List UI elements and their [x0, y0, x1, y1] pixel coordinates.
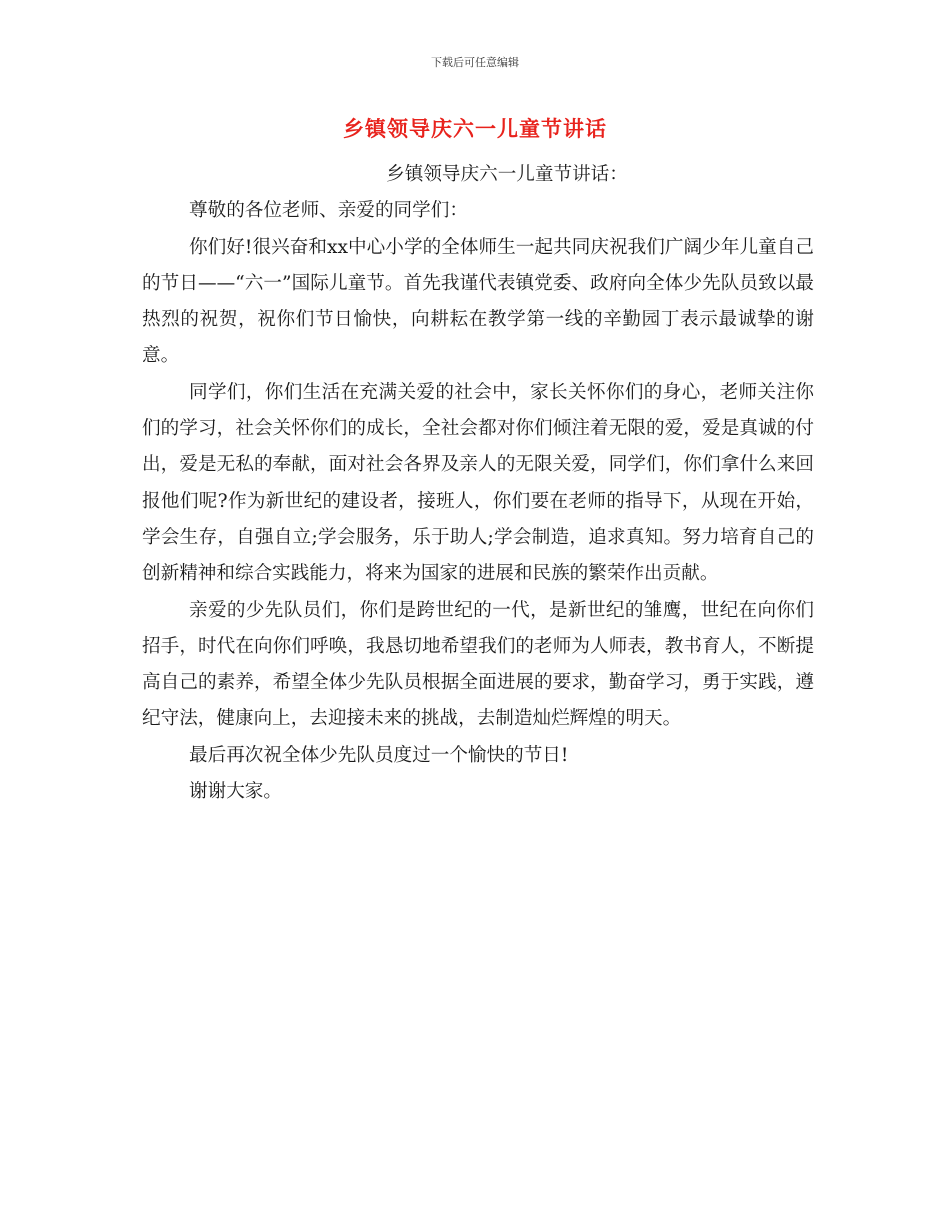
closing-paragraph: 最后再次祝全体少先队员度过一个愉快的节日! [189, 744, 569, 766]
thanks-paragraph: 谢谢大家。 [189, 781, 282, 803]
document-title: 乡镇领导庆六一儿童节讲话 [343, 117, 607, 141]
document-subtitle: 乡镇领导庆六一儿童节讲话： [386, 164, 628, 185]
header-note: 下载后可任意编辑 [431, 56, 519, 69]
salutation-paragraph: 尊敬的各位老师、亲爱的同学们： [189, 200, 468, 222]
body-paragraph: 同学们，你们生活在充满关爱的社会中，家长关怀你们的身心，老师关注你们的学习，社会关怀你们的成长，全社会都对你们倾注着无限的爱，爱是真诚的付出，爱是无私的奉献，面对社会各界及亲人的无限关爱，同学们，你们拿什么来回报他们呢?作为新世纪的建设者，接班人，你们要在老师的指导下，从现在开始，学会生存，自强自立;学会服务，乐于助人;学会制造，追求真知。努力培育自己的创新精神和综合实践能力，将来为国家的进展和民族的繁荣作出贡献。 [142, 381, 814, 585]
body-paragraph: 亲爱的少先队员们，你们是跨世纪的一代，是新世纪的雏鹰，世纪在向你们招手，时代在向你们呼唤，我恳切地希望我们的老师为人师表，教书育人，不断提高自己的素养，希望全体少先队员根据全面进展的要求，勤奋学习，勇于实践，遵纪守法，健康向上，去迎接未来的挑战，去制造灿烂辉煌的明天。 [142, 599, 814, 730]
document-body [142, 157, 814, 810]
body-paragraph: 你们好!很兴奋和xx中心小学的全体师生一起共同庆祝我们广阔少年儿童自己的节日——“六一”国际儿童节。首先我谨代表镇党委、政府向全体少先队员致以最热烈的祝贺，祝你们节日愉快，向耕耘在教学第一线的辛勤园丁表示最诚挚的谢意。 [142, 236, 814, 367]
